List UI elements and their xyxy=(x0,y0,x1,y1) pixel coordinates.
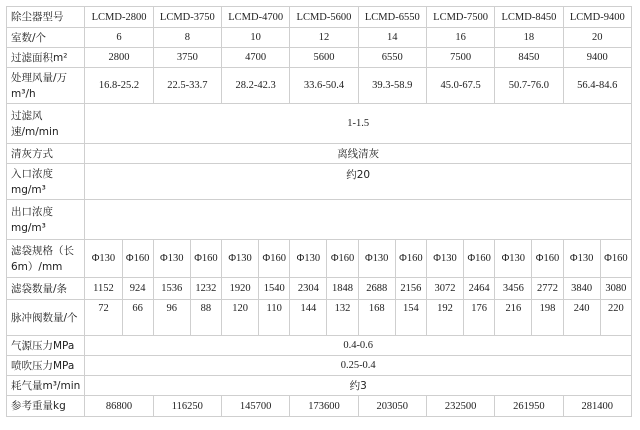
filter-area-cell: 3750 xyxy=(153,48,221,68)
bag-spec-cell: Φ130 xyxy=(563,240,600,278)
cleaning-method-value: 离线清灰 xyxy=(85,144,632,164)
pulse-valve-cell: 154 xyxy=(395,300,426,336)
bag-count-cell: 1152 xyxy=(85,278,122,300)
pulse-valve-cell: 88 xyxy=(190,300,221,336)
bag-spec-cell: Φ160 xyxy=(259,240,290,278)
row-reference-weight xyxy=(7,396,632,417)
model-cell: LCMD-9400 xyxy=(563,7,631,28)
bag-spec-cell: Φ160 xyxy=(600,240,631,278)
bag-count-cell: 2688 xyxy=(358,278,395,300)
row-outlet-concentration xyxy=(7,200,632,240)
filter-area-cell: 7500 xyxy=(426,48,494,68)
air-volume-cell: 22.5-33.7 xyxy=(153,68,221,104)
pulse-valve-cell: 168 xyxy=(358,300,395,336)
model-cell: LCMD-2800 xyxy=(85,7,153,28)
weight-cell: 203050 xyxy=(358,396,426,417)
bag-count-cell: 1848 xyxy=(327,278,358,300)
pulse-valve-cell: 192 xyxy=(426,300,463,336)
weight-cell: 261950 xyxy=(495,396,563,417)
row-blow-pressure xyxy=(7,356,632,376)
air-volume-cell: 39.3-58.9 xyxy=(358,68,426,104)
chambers-cell: 10 xyxy=(222,28,290,48)
bag-spec-cell: Φ130 xyxy=(153,240,190,278)
label-model: 除尘器型号 xyxy=(7,7,85,28)
model-cell: LCMD-5600 xyxy=(290,7,358,28)
air-consumption-value: 约3 xyxy=(85,376,632,396)
pulse-valve-cell: 240 xyxy=(563,300,600,336)
filter-area-cell: 4700 xyxy=(222,48,290,68)
bag-count-cell: 1540 xyxy=(259,278,290,300)
bag-count-cell: 2304 xyxy=(290,278,327,300)
weight-cell: 86800 xyxy=(85,396,153,417)
model-cell: LCMD-6550 xyxy=(358,7,426,28)
weight-cell: 281400 xyxy=(563,396,631,417)
bag-spec-cell: Φ160 xyxy=(532,240,563,278)
label-air-volume: 处理风量/万m³/h xyxy=(7,68,85,104)
bag-spec-cell: Φ160 xyxy=(190,240,221,278)
pulse-valve-cell: 220 xyxy=(600,300,631,336)
bag-spec-cell: Φ160 xyxy=(327,240,358,278)
bag-count-cell: 2464 xyxy=(464,278,495,300)
bag-spec-cell: Φ130 xyxy=(85,240,122,278)
model-cell: LCMD-7500 xyxy=(426,7,494,28)
model-cell: LCMD-8450 xyxy=(495,7,563,28)
label-inlet-concentration: 入口浓度mg/m³ xyxy=(7,164,85,200)
bag-spec-cell: Φ160 xyxy=(464,240,495,278)
label-air-source-pressure: 气源压力MPa xyxy=(7,336,85,356)
filter-area-cell: 5600 xyxy=(290,48,358,68)
label-filter-area: 过滤面积m² xyxy=(7,48,85,68)
label-outlet-concentration: 出口浓度mg/m³ xyxy=(7,200,85,240)
label-bag-spec: 滤袋规格（长6m）/mm xyxy=(7,240,85,278)
chambers-cell: 8 xyxy=(153,28,221,48)
pulse-valve-cell: 144 xyxy=(290,300,327,336)
air-volume-cell: 28.2-42.3 xyxy=(222,68,290,104)
outlet-concentration-value xyxy=(85,200,632,240)
chambers-cell: 16 xyxy=(426,28,494,48)
air-volume-cell: 45.0-67.5 xyxy=(426,68,494,104)
row-pulse-valve-count xyxy=(7,300,632,336)
bag-count-cell: 1232 xyxy=(190,278,221,300)
bag-count-cell: 3840 xyxy=(563,278,600,300)
row-air-consumption xyxy=(7,376,632,396)
model-cell: LCMD-3750 xyxy=(153,7,221,28)
chambers-cell: 12 xyxy=(290,28,358,48)
row-inlet-concentration xyxy=(7,164,632,200)
bag-spec-cell: Φ130 xyxy=(495,240,532,278)
air-volume-cell: 56.4-84.6 xyxy=(563,68,631,104)
dust-collector-spec-table xyxy=(6,6,632,417)
filter-area-cell: 6550 xyxy=(358,48,426,68)
air-volume-cell: 33.6-50.4 xyxy=(290,68,358,104)
filter-area-cell: 2800 xyxy=(85,48,153,68)
label-air-consumption: 耗气量m³/min xyxy=(7,376,85,396)
pulse-valve-cell: 120 xyxy=(222,300,259,336)
bag-spec-cell: Φ160 xyxy=(395,240,426,278)
pulse-valve-cell: 96 xyxy=(153,300,190,336)
label-reference-weight: 参考重量kg xyxy=(7,396,85,417)
row-chambers xyxy=(7,28,632,48)
chambers-cell: 20 xyxy=(563,28,631,48)
bag-spec-cell: Φ130 xyxy=(358,240,395,278)
label-pulse-valve-count: 脉冲阀数量/个 xyxy=(7,300,85,336)
air-volume-cell: 50.7-76.0 xyxy=(495,68,563,104)
row-bag-spec xyxy=(7,240,632,278)
model-cell: LCMD-4700 xyxy=(222,7,290,28)
weight-cell: 232500 xyxy=(426,396,494,417)
chambers-cell: 18 xyxy=(495,28,563,48)
bag-count-cell: 2156 xyxy=(395,278,426,300)
row-filter-area xyxy=(7,48,632,68)
bag-count-cell: 3072 xyxy=(426,278,463,300)
bag-count-cell: 3456 xyxy=(495,278,532,300)
pulse-valve-cell: 66 xyxy=(122,300,153,336)
air-volume-cell: 16.8-25.2 xyxy=(85,68,153,104)
pulse-valve-cell: 132 xyxy=(327,300,358,336)
chambers-cell: 14 xyxy=(358,28,426,48)
row-air-volume xyxy=(7,68,632,104)
row-bag-count xyxy=(7,278,632,300)
weight-cell: 145700 xyxy=(222,396,290,417)
bag-count-cell: 1920 xyxy=(222,278,259,300)
chambers-cell: 6 xyxy=(85,28,153,48)
bag-spec-cell: Φ130 xyxy=(290,240,327,278)
label-cleaning-method: 清灰方式 xyxy=(7,144,85,164)
bag-count-cell: 1536 xyxy=(153,278,190,300)
bag-count-cell: 3080 xyxy=(600,278,631,300)
bag-count-cell: 924 xyxy=(122,278,153,300)
filter-area-cell: 8450 xyxy=(495,48,563,68)
pulse-valve-cell: 72 xyxy=(85,300,122,336)
label-bag-count: 滤袋数量/条 xyxy=(7,278,85,300)
bag-count-cell: 2772 xyxy=(532,278,563,300)
blow-pressure-value: 0.25-0.4 xyxy=(85,356,632,376)
filter-speed-value: 1-1.5 xyxy=(85,104,632,144)
bag-spec-cell: Φ160 xyxy=(122,240,153,278)
row-model xyxy=(7,7,632,28)
row-filter-speed xyxy=(7,104,632,144)
weight-cell: 116250 xyxy=(153,396,221,417)
pulse-valve-cell: 198 xyxy=(532,300,563,336)
label-blow-pressure: 喷吹压力MPa xyxy=(7,356,85,376)
inlet-concentration-value: 约20 xyxy=(85,164,632,200)
label-chambers: 室数/个 xyxy=(7,28,85,48)
pulse-valve-cell: 216 xyxy=(495,300,532,336)
bag-spec-cell: Φ130 xyxy=(222,240,259,278)
filter-area-cell: 9400 xyxy=(563,48,631,68)
pulse-valve-cell: 110 xyxy=(259,300,290,336)
weight-cell: 173600 xyxy=(290,396,358,417)
pulse-valve-cell: 176 xyxy=(464,300,495,336)
air-source-pressure-value: 0.4-0.6 xyxy=(85,336,632,356)
bag-spec-cell: Φ130 xyxy=(426,240,463,278)
row-air-source-pressure xyxy=(7,336,632,356)
label-filter-speed: 过滤风速/m/min xyxy=(7,104,85,144)
row-cleaning-method xyxy=(7,144,632,164)
